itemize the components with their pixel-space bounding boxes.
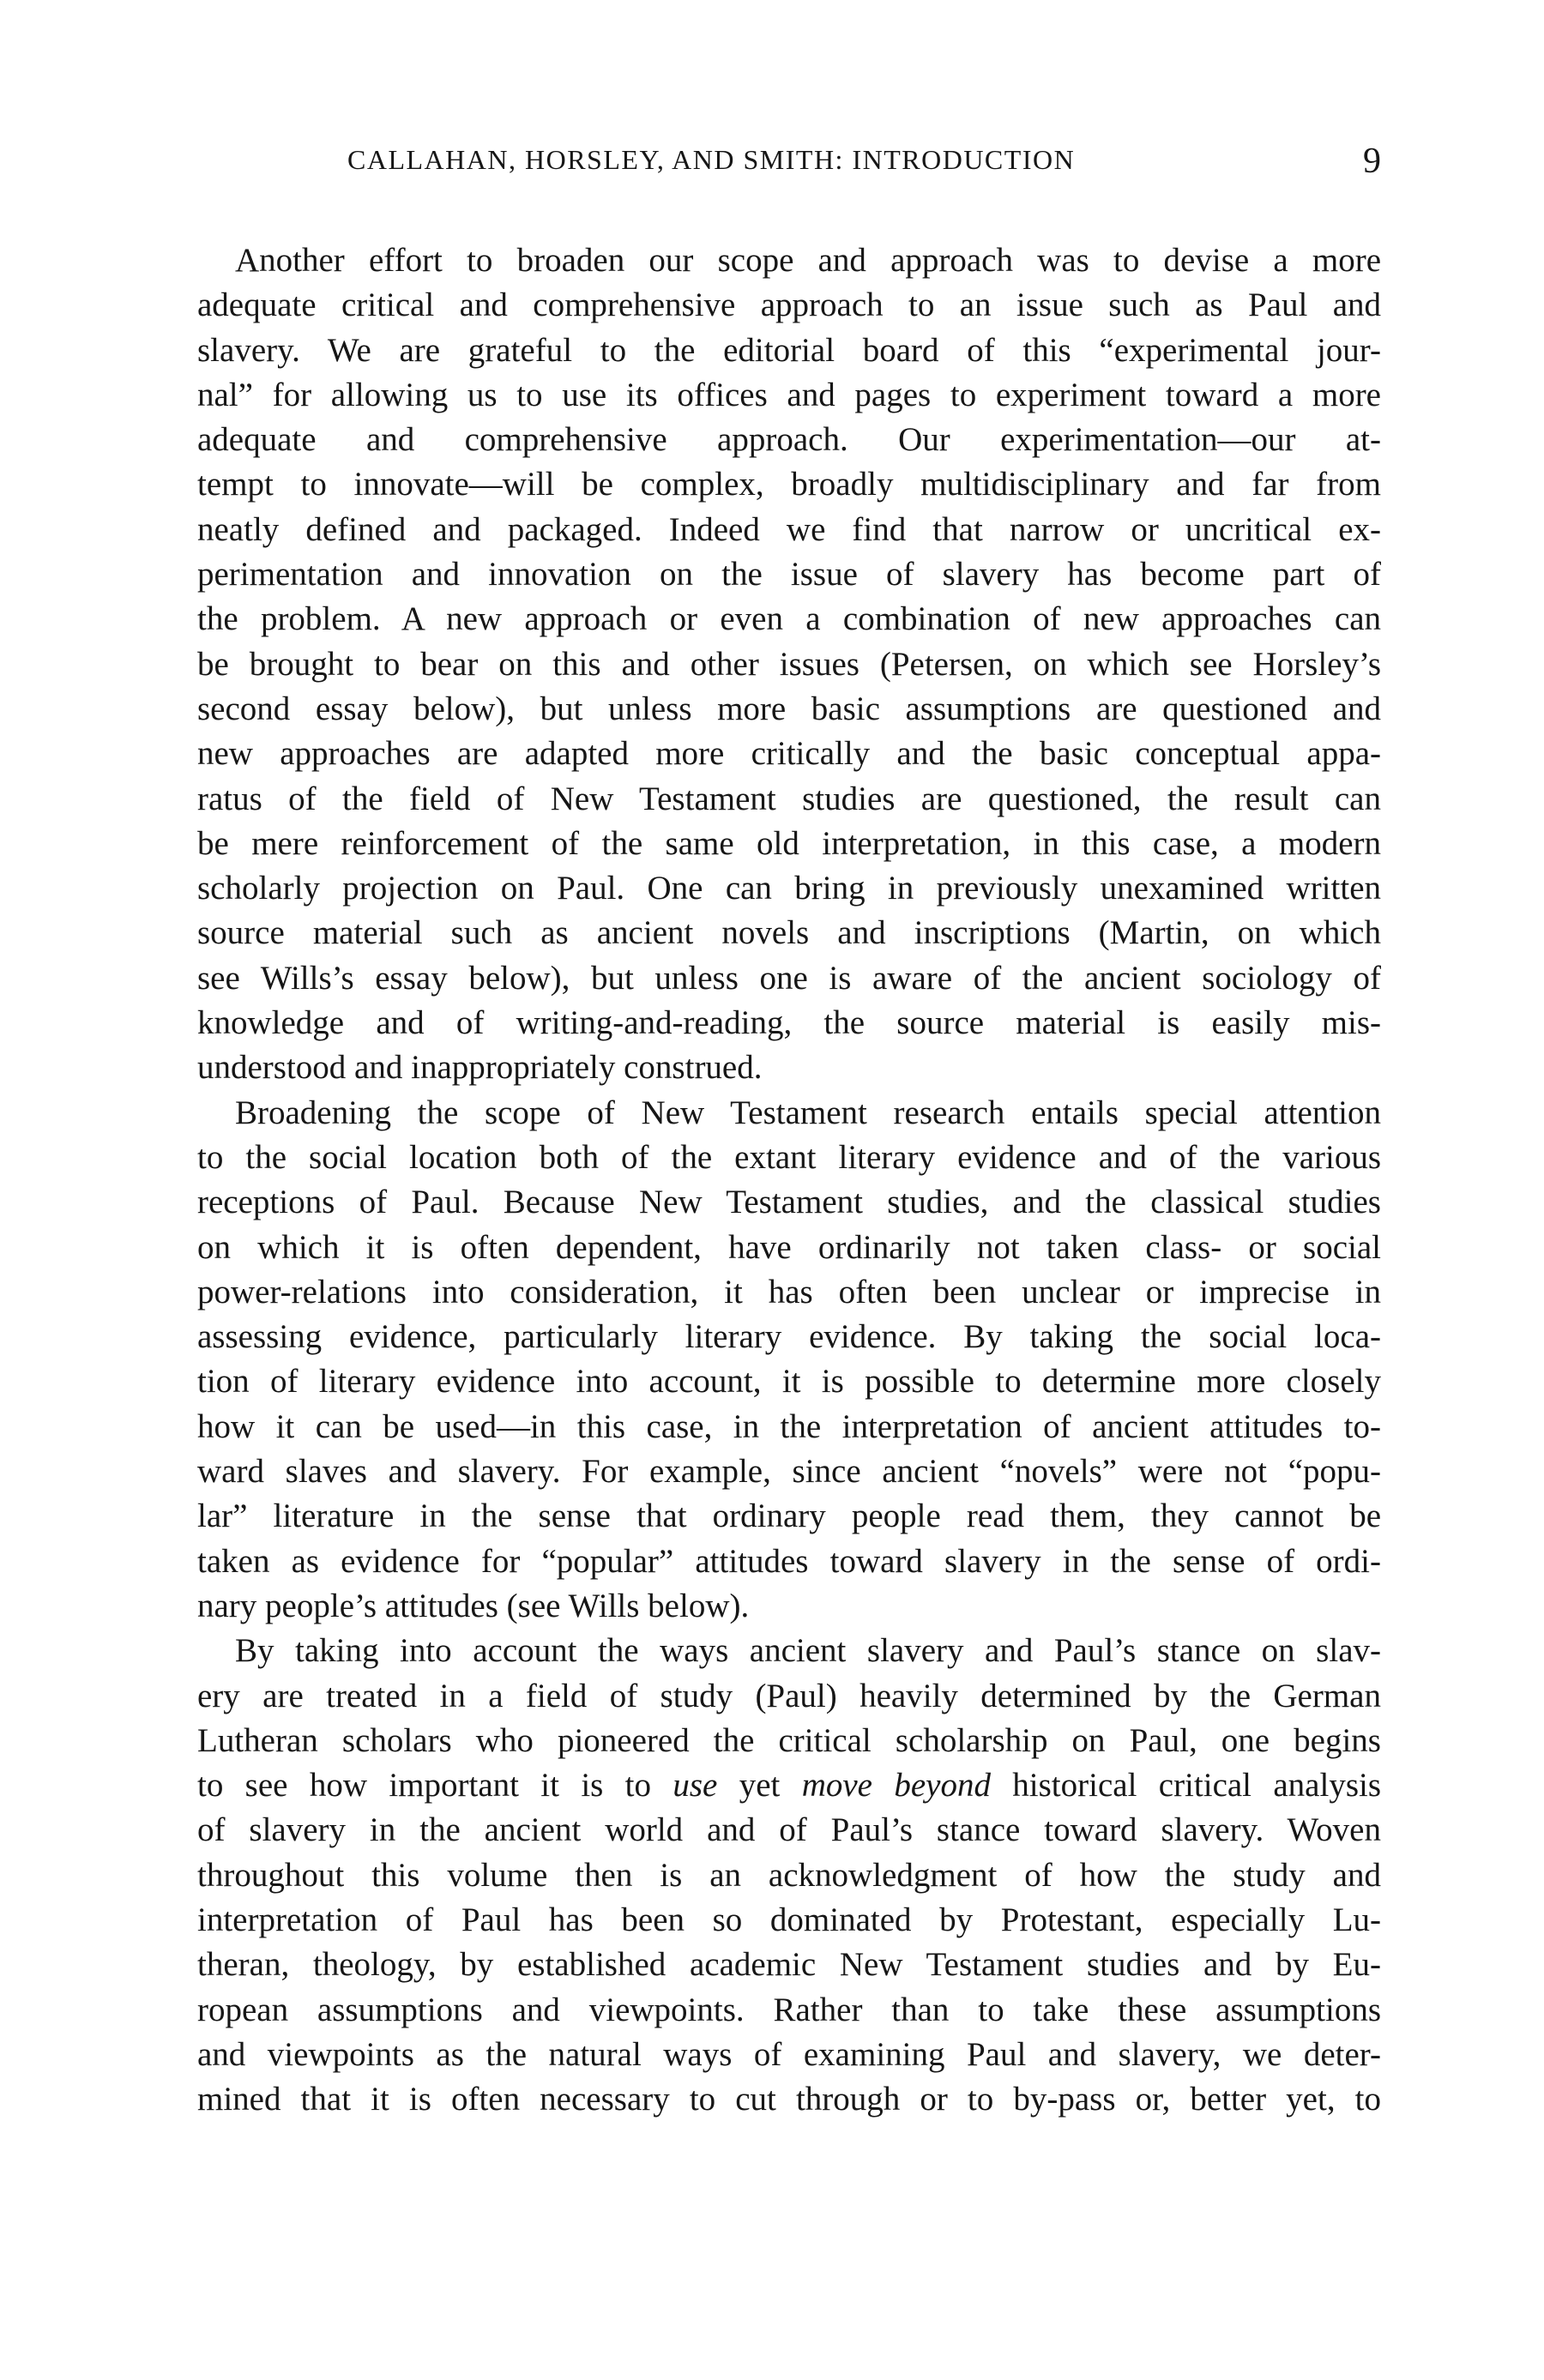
text-line: ward slaves and slavery. For example, since ancient “novels” were not “popu- bbox=[197, 1453, 1381, 1491]
text-line: tion of literary evidence into account, it is possible to determine more closely bbox=[197, 1363, 1381, 1401]
text-line: be mere reinforcement of the same old interpretation, in this case, a modern bbox=[197, 824, 1381, 862]
text-line: adequate critical and comprehensive approach to an issue such as Paul and bbox=[197, 286, 1381, 324]
body-text bbox=[197, 238, 1381, 2122]
text-line: be brought to bear on this and other issues (Petersen, on which see Horsley’s bbox=[197, 645, 1381, 683]
text-line: nal” for allowing us to use its offices and pages to experiment toward a more bbox=[197, 376, 1381, 413]
text-line-with-emphasis bbox=[197, 1763, 1381, 1808]
emphasis-use: use bbox=[672, 1767, 718, 1805]
paragraph-2 bbox=[197, 1091, 1381, 1630]
text-line: taken as evidence for “popular” attitudes toward slavery in the sense of ordi- bbox=[197, 1542, 1381, 1580]
text-line: ratus of the field of New Testament studies are questioned, the result can bbox=[197, 780, 1381, 817]
text-line: nary people’s attitudes (see Wills below). bbox=[197, 1587, 750, 1624]
text-line: Another effort to broaden our scope and approach was to devise a more bbox=[235, 242, 1381, 279]
text-line: perimentation and innovation on the issue of slavery has become part of bbox=[197, 556, 1381, 593]
text-line: Broadening the scope of New Testament research entails special attention bbox=[235, 1094, 1381, 1131]
text-line: Lutheran scholars who pioneered the critical scholarship on Paul, one begins bbox=[197, 1721, 1381, 1759]
text-line: power-relations into consideration, it has often been unclear or imprecise in bbox=[197, 1273, 1381, 1311]
text-line: receptions of Paul. Because New Testament studies, and the classical studies bbox=[197, 1184, 1381, 1221]
text-line: new approaches are adapted more critically and the basic conceptual appa- bbox=[197, 735, 1381, 773]
text-line: on which it is often dependent, have ordinarily not taken class- or social bbox=[197, 1228, 1381, 1266]
text-line: and viewpoints as the natural ways of examining Paul and slavery, we deter- bbox=[197, 2035, 1381, 2073]
text-line: to the social location both of the extant literary evidence and of the various bbox=[197, 1138, 1381, 1176]
text-line: source material such as ancient novels and inscriptions (Martin, on which bbox=[197, 914, 1381, 952]
running-title: CALLAHAN, HORSLEY, AND SMITH: INTRODUCTION bbox=[347, 144, 1076, 175]
text-line: By taking into account the ways ancient slavery and Paul’s stance on slav- bbox=[235, 1632, 1381, 1670]
text-line: scholarly projection on Paul. One can bring in previously unexamined written bbox=[197, 870, 1381, 907]
text-line: slavery. We are grateful to the editorial board of this “experimental jour- bbox=[197, 331, 1381, 369]
line-segment: yet bbox=[717, 1767, 802, 1805]
text-line: throughout this volume then is an acknowledgment of how the study and bbox=[197, 1856, 1381, 1894]
text-line: tempt to innovate—will be complex, broadly multidisciplinary and far from bbox=[197, 466, 1381, 503]
line-segment: to see how important it is to bbox=[197, 1767, 673, 1805]
line-segment: historical critical analysis bbox=[990, 1767, 1382, 1805]
emphasis-move-beyond: move beyond bbox=[801, 1767, 991, 1805]
text-line: interpretation of Paul has been so dominated by Protestant, especially Lu- bbox=[197, 1901, 1381, 1938]
text-line: of slavery in the ancient world and of Paul’s stance toward slavery. Woven bbox=[197, 1811, 1381, 1849]
paragraph-1 bbox=[197, 238, 1381, 1091]
text-line: the problem. A new approach or even a combination of new approaches can bbox=[197, 600, 1381, 638]
text-line: second essay below), but unless more basic assumptions are questioned and bbox=[197, 690, 1381, 727]
paragraph-3 bbox=[197, 1629, 1381, 2122]
text-line: neatly defined and packaged. Indeed we find that narrow or uncritical ex- bbox=[197, 510, 1381, 548]
text-line: adequate and comprehensive approach. Our experimentation—our at- bbox=[197, 421, 1381, 459]
text-line: understood and inappropriately construed. bbox=[197, 1049, 763, 1087]
running-head bbox=[197, 144, 1381, 196]
text-line: ropean assumptions and viewpoints. Rather than to take these assumptions bbox=[197, 1991, 1381, 2028]
text-line: ery are treated in a field of study (Paul) heavily determined by the German bbox=[197, 1677, 1381, 1714]
text-line: how it can be used—in this case, in the interpretation of ancient attitudes to- bbox=[197, 1407, 1381, 1445]
text-line: assessing evidence, particularly literary evidence. By taking the social loca- bbox=[197, 1318, 1381, 1356]
text-line: mined that it is often necessary to cut through or to by-pass or, better yet, to bbox=[197, 2081, 1381, 2118]
text-line: lar” literature in the sense that ordinary people read them, they cannot be bbox=[197, 1497, 1381, 1535]
text-line: theran, theology, by established academic New Testament studies and by Eu- bbox=[197, 1946, 1381, 1984]
page-number: 9 bbox=[1363, 142, 1381, 181]
text-line: see Wills’s essay below), but unless one is aware of the ancient sociology of bbox=[197, 959, 1381, 997]
text-line: knowledge and of writing-and-reading, the source material is easily mis- bbox=[197, 1004, 1381, 1042]
